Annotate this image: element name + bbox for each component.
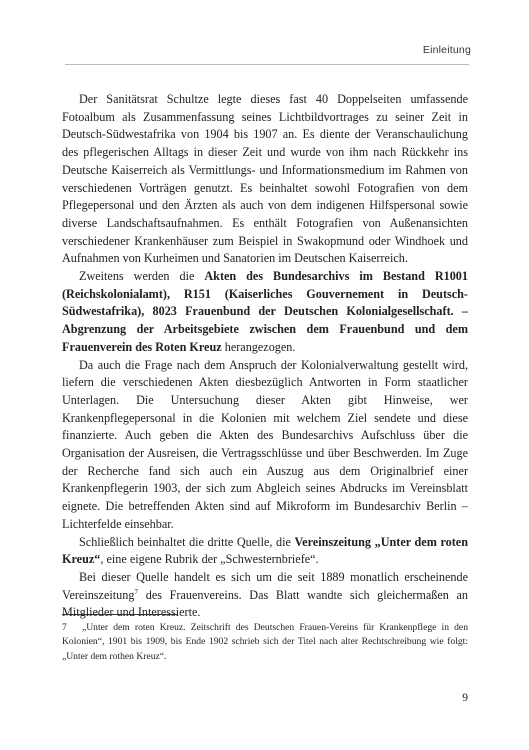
header-rule xyxy=(65,64,469,65)
paragraph-4 xyxy=(62,534,468,569)
paragraph-4-tail: , eine eigene Rubrik der „Schwesternbriefe“. xyxy=(100,552,319,567)
paragraph-1 xyxy=(62,91,468,268)
paragraph-3-text: Da auch die Frage nach dem Anspruch der Kolonialverwaltung gestellt wird, liefern die verschiedenen Akten diesbezüglich Antworten in Form staatlicher Unterlagen. Die Untersuchung dieser Akten gibt Hinweise, wer Krankenpflegepersonal in die Kolonien mit welchem Ziel sendete und diese finanzierte. Auch geben die Akten des Bundesarchivs Aufschluss über die Organisation der Ausreisen, die Vertragsschlüsse und über Beschwerden. Im Zuge der Recherche fand sich auch ein Auszug aus dem Originalbrief einer Krankenpflegerin 1903, der sich zum Abgleich seines Abdrucks im Vereinsblatt eignete. Die betreffenden Akten sind auf Mikroform im Bundesarchiv Berlin – Lichterfelde einsehbar. xyxy=(62,357,468,531)
page-number: 9 xyxy=(462,692,468,704)
paragraph-2 xyxy=(62,268,468,357)
paragraph-5-intro: Bei dieser Quelle handelt es sich um die seit 1889 monatlich erscheinende Vereinszeitung xyxy=(62,569,468,602)
footnote-text: „Unter dem roten Kreuz. Zeitschrift des Deutschen Frauen-Vereins für Krankenpflege in den Kolonien“, 1901 bis 1909, bis Ende 1902 schrieb sich der Titel nach alter Rechtschreibung wie folgt: „Unter dem rothen Kreuz“. xyxy=(62,622,468,662)
paragraph-3 xyxy=(62,357,468,534)
paragraph-2-intro: Zweitens werden die xyxy=(79,269,205,284)
running-head: Einleitung xyxy=(422,44,471,56)
paragraph-4-bold-title: Vereinszeitung „Unter dem roten Kreuz“ xyxy=(62,534,468,567)
paragraph-1-text: Der Sanitätsrat Schultze legte dieses fast 40 Doppelseiten umfassende Fotoalbum als Zusammenfassung seines Lichtbildvortrages zu seiner Zeit in Deutsch-Südwestafrika von 1904 bis 1907 an. Es diente der Veranschaulichung des pflegerischen Alltags in dieser Zeit und wurde von ihm nach Rückkehr ins Deutsche Kaiserreich als Vermittlungs- und Informationsmedium im Rahmen von verschiedenen Vorträgen genutzt. Es beinhaltet sowohl Fotografien von dem Pflegepersonal und den Ärzten als auch von dem indigenen Hilfspersonal sowie diverse Landschaftsaufnahmen. Es enthält Fotografien von Außenansichten verschiedener Krankenhäuser zum Beispiel in Swakopmund oder Windhoek und Aufnahmen von Kurheimen und Sanatorien im Deutschen Kaiserreich. xyxy=(62,92,468,266)
paragraph-4-intro: Schließlich beinhaltet die dritte Quelle, die xyxy=(79,534,295,549)
body-text xyxy=(62,91,468,622)
paragraph-2-bold-sources: Akten des Bundesarchivs im Bestand R1001 (Reichskolonialamt), R151 (Kaiserliches Gouvernement in Deutsch-Südwestafrika), 8023 Frauenbund der Deutschen Kolonialgesellschaft. – Abgrenzung der Arbeitsgebiete zwischen dem Frauenbund und dem Frauenverein des Roten Kreuz xyxy=(62,269,468,354)
footnote-rule xyxy=(62,614,178,615)
paragraph-2-tail: herangezogen. xyxy=(221,339,296,354)
footnote-reference[interactable]: 7 xyxy=(134,586,139,596)
footnote-number: 7 xyxy=(62,622,67,633)
paragraph-5-tail: des Frauenvereins. Das Blatt wandte sich gleichermaßen an Mitglieder und Interessierte. xyxy=(62,587,468,620)
footnote xyxy=(62,621,468,664)
